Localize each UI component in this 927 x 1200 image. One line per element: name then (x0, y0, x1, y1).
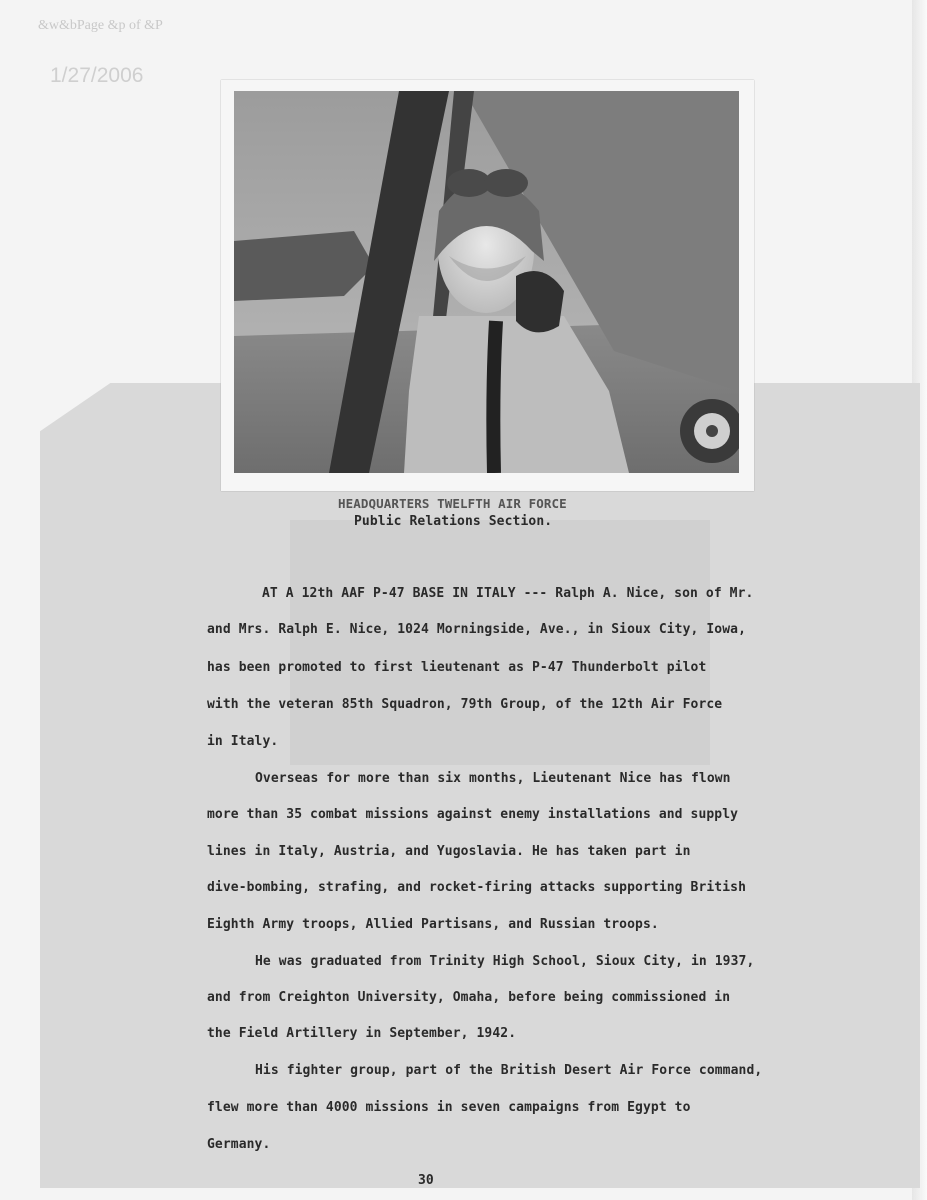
body-line: lines in Italy, Austria, and Yugoslavia. He has taken part in (207, 844, 691, 859)
body-line: in Italy. (207, 734, 279, 749)
body-line: He was graduated from Trinity High School, Sioux City, in 1937, (255, 954, 755, 969)
letterhead-line2: Public Relations Section. (354, 514, 553, 529)
pilot-photo (221, 80, 754, 491)
date-stamp: 1/27/2006 (50, 64, 144, 87)
body-line: AT A 12th AAF P-47 BASE IN ITALY --- Ralph A. Nice, son of Mr. (262, 586, 754, 601)
sheet-shadow (290, 520, 710, 765)
body-line: Overseas for more than six months, Lieutenant Nice has flown (255, 771, 731, 786)
letterhead-line1: HEADQUARTERS TWELFTH AIR FORCE (338, 496, 567, 511)
body-line: Eighth Army troops, Allied Partisans, and Russian troops. (207, 917, 659, 932)
body-line: the Field Artillery in September, 1942. (207, 1026, 517, 1041)
page-number: 30 (418, 1173, 434, 1188)
print-header-code: &w&bPage &p of &P (38, 18, 163, 33)
pilot-photo-icon (234, 91, 739, 473)
body-line: His fighter group, part of the British Desert Air Force command, (255, 1063, 763, 1078)
body-line: and from Creighton University, Omaha, before being commissioned in (207, 990, 731, 1005)
body-line: and Mrs. Ralph E. Nice, 1024 Morningside, Ave., in Sioux City, Iowa, (207, 622, 747, 637)
body-line: with the veteran 85th Squadron, 79th Group, of the 12th Air Force (207, 697, 723, 712)
body-line: flew more than 4000 missions in seven campaigns from Egypt to (207, 1100, 691, 1115)
body-line: dive-bombing, strafing, and rocket-firing attacks supporting British (207, 880, 747, 895)
body-line: Germany. (207, 1137, 271, 1152)
body-line: more than 35 combat missions against enemy installations and supply (207, 807, 739, 822)
body-line: has been promoted to first lieutenant as P-47 Thunderbolt pilot (207, 660, 707, 675)
